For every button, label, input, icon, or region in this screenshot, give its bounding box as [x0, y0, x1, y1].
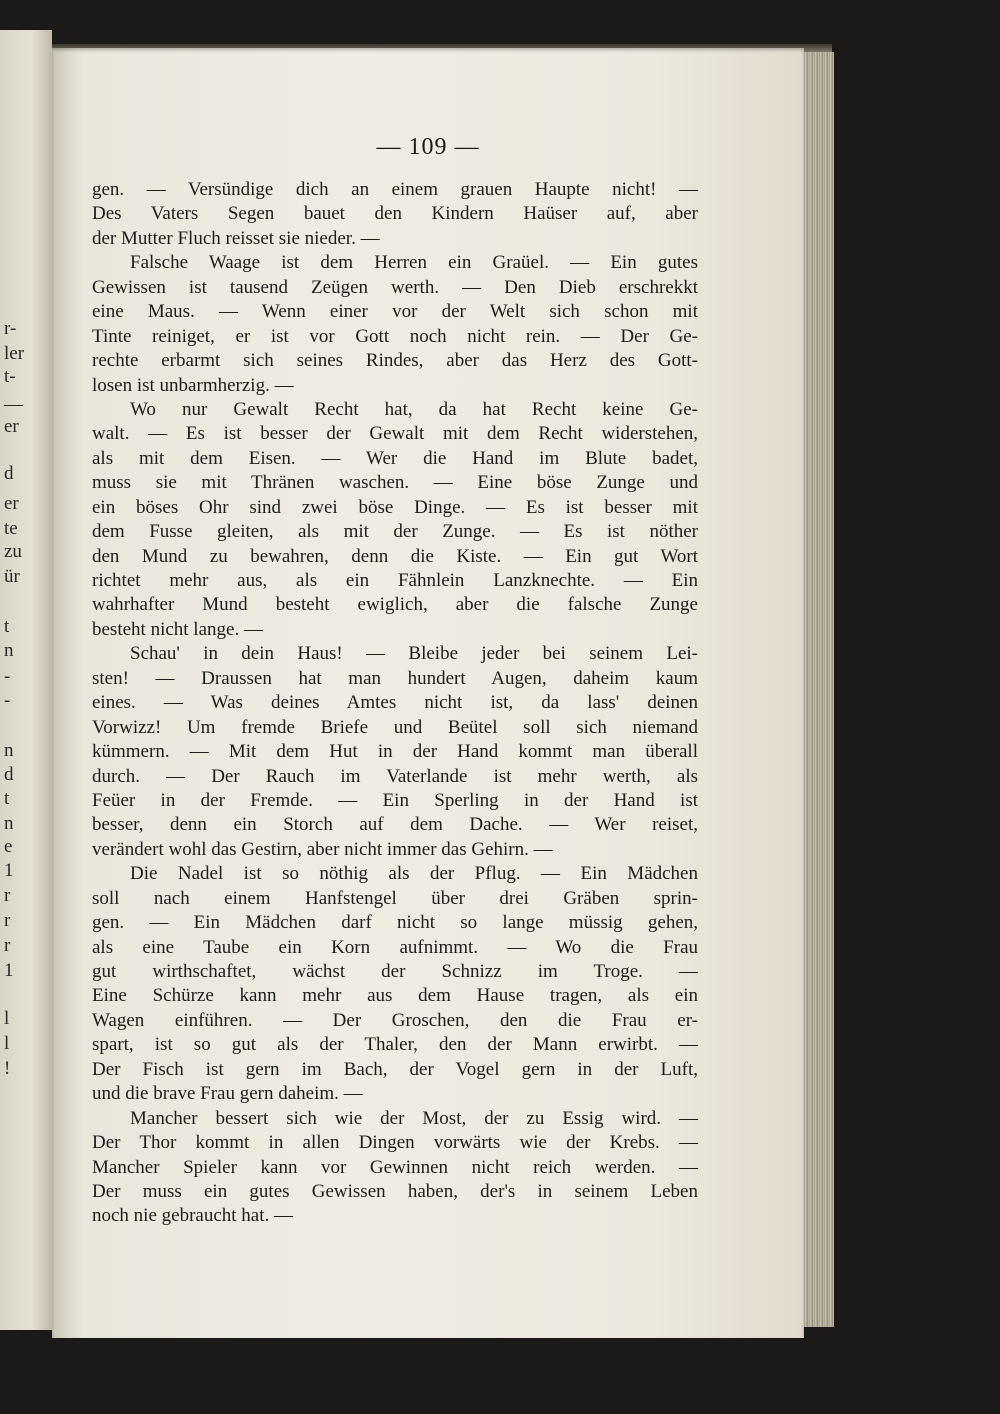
text-line: Wagen einführen. — Der Groschen, den die Frau er-: [92, 1009, 698, 1031]
text-line: und die brave Frau gern daheim. —: [92, 1083, 363, 1105]
text-line: Gewissen ist tausend Zeügen werth. — Den Dieb erschrekkt: [92, 276, 698, 298]
text-line: gen. — Versündige dich an einem grauen Haupte nicht! —: [92, 179, 698, 200]
facing-page-fragment: !: [4, 1058, 11, 1079]
facing-page-fragment: d: [4, 463, 14, 484]
text-line: eines. — Was deines Amtes nicht ist, da lass' deinen: [92, 692, 698, 714]
text-line: Mancher Spieler kann vor Gewinnen nicht reich werden. —: [92, 1156, 698, 1178]
text-line: gut wirthschaftet, wächst der Schnizz im Troge. —: [92, 961, 698, 982]
facing-page-fragment: n: [4, 640, 14, 661]
facing-page-fragment: n: [4, 740, 14, 761]
facing-page-fragment: n: [4, 813, 14, 834]
facing-page-fragment: 1: [4, 960, 14, 981]
text-line: kümmern. — Mit dem Hut in der Hand kommt man überall: [92, 741, 698, 763]
text-line: Vorwizz! Um fremde Briefe und Beütel soll sich niemand: [92, 716, 698, 738]
facing-page-fragment: ler: [4, 343, 25, 364]
facing-page-fragment: r: [4, 885, 11, 906]
facing-page-fragment: er: [4, 416, 19, 437]
facing-page-fragment: -: [4, 666, 11, 687]
facing-page-fragment: l: [4, 1008, 10, 1029]
text-line: den Mund zu bewahren, denn die Kiste. — Ein gut Wort: [92, 545, 698, 567]
text-line: verändert wohl das Gestirn, aber nicht immer das Gehirn. —: [92, 838, 553, 860]
page-number: — 109 —: [376, 134, 480, 160]
text-line: Des Vaters Segen bauet den Kindern Haüser auf, aber: [92, 203, 698, 225]
facing-page-fragment: er: [4, 493, 19, 514]
facing-page-fragment: —: [4, 394, 23, 415]
facing-page-fragment: r: [4, 935, 11, 956]
text-line: Der Fisch ist gern im Bach, der Vogel gern in der Luft,: [92, 1058, 698, 1080]
text-line: durch. — Der Rauch im Vaterlande ist mehr werth, als: [92, 765, 698, 787]
text-line: besser, denn ein Storch auf dem Dache. — Wer reiset,: [92, 814, 698, 836]
body-text: [92, 178, 698, 1229]
text-line: dem Fusse gleiten, als mit der Zunge. — Es ist nöther: [92, 521, 698, 543]
text-line: spart, ist so gut als der Thaler, den der Mann erwirbt. —: [92, 1034, 698, 1056]
text-line: soll nach einem Hanfstengel über drei Gräben sprin-: [92, 887, 698, 909]
text-line: Tinte reiniget, er ist vor Gott noch nicht rein. — Der Ge-: [92, 325, 698, 347]
facing-page-fragment: te: [4, 518, 18, 539]
facing-page-fragment: t: [4, 616, 10, 637]
text-line: als eine Taube ein Korn aufnimmt. — Wo die Frau: [92, 936, 698, 958]
text-line: wahrhafter Mund besteht ewiglich, aber die falsche Zunge: [92, 594, 698, 616]
text-line: Der muss ein gutes Gewissen haben, der's in seinem Leben: [92, 1180, 698, 1202]
text-line: richtet mehr aus, als ein Fähnlein Lanzknechte. — Ein: [92, 570, 698, 591]
facing-page-fragment: 1: [4, 860, 14, 881]
facing-page-fragment: zu: [4, 541, 22, 562]
text-line: ein böses Ohr sind zwei böse Dinge. — Es ist besser mit: [92, 496, 698, 518]
facing-page-fragment: r: [4, 910, 11, 931]
text-line: Falsche Waage ist dem Herren ein Graüel. — Ein gutes: [130, 252, 698, 274]
text-line: walt. — Es ist besser der Gewalt mit dem Recht widerstehen,: [92, 423, 698, 445]
facing-page-fragment: d: [4, 764, 14, 785]
text-line: losen ist unbarmherzig. —: [92, 374, 294, 396]
facing-page-fragment: ür: [4, 566, 20, 587]
facing-page-fragment: t: [4, 788, 10, 809]
text-line: Feüer in der Fremde. — Ein Sperling in der Hand ist: [92, 789, 698, 811]
page-fore-edge: [804, 52, 834, 1327]
text-line: noch nie gebraucht hat. —: [92, 1205, 294, 1227]
text-line: muss sie mit Thränen waschen. — Eine böse Zunge und: [92, 472, 698, 494]
text-line: Schau' in dein Haus! — Bleibe jeder bei seinem Lei-: [130, 643, 698, 665]
text-line: der Mutter Fluch reisset sie nieder. —: [92, 227, 380, 249]
text-line: Der Thor kommt in allen Dingen vorwärts wie der Krebs. —: [92, 1132, 698, 1154]
facing-page-fragment: -: [4, 690, 11, 711]
text-line: Eine Schürze kann mehr aus dem Hause tragen, als ein: [92, 985, 698, 1007]
facing-page-fragment: r-: [4, 318, 17, 339]
facing-page-fragment: l: [4, 1033, 10, 1054]
text-line: Mancher bessert sich wie der Most, der zu Essig wird. —: [130, 1107, 698, 1129]
text-line: gen. — Ein Mädchen darf nicht so lange müssig gehen,: [92, 912, 698, 934]
text-line: eine Maus. — Wenn einer vor der Welt sich schon mit: [92, 301, 698, 323]
text-line: sten! — Draussen hat man hundert Augen, daheim kaum: [92, 667, 698, 689]
facing-page-fragment: e: [4, 836, 13, 857]
text-line: Die Nadel ist so nöthig als der Pflug. — Ein Mädchen: [130, 863, 698, 885]
text-line: als mit dem Eisen. — Wer die Hand im Blute badet,: [92, 447, 698, 469]
facing-page-fragment: t-: [4, 366, 16, 387]
text-line: Wo nur Gewalt Recht hat, da hat Recht keine Ge-: [130, 398, 698, 420]
text-line: rechte erbarmt sich seines Rindes, aber das Herz des Gott-: [92, 350, 698, 372]
text-line: besteht nicht lange. —: [92, 618, 263, 640]
facing-page: [0, 30, 52, 1330]
